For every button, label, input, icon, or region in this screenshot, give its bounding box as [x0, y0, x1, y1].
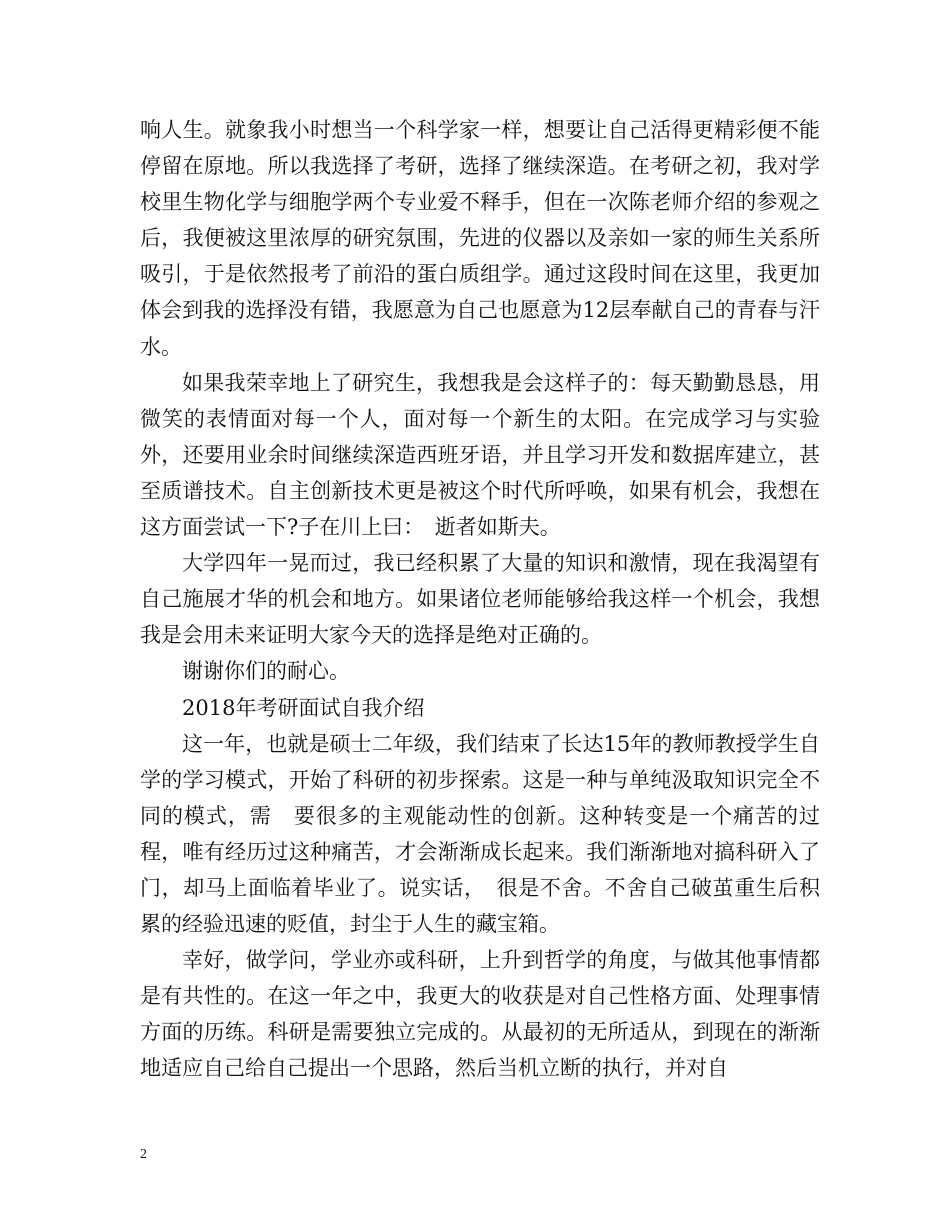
page-number: 2: [140, 1147, 147, 1162]
paragraph-6: 这一年，也就是硕士二年级，我们结束了长达15年的教师教授学生自学的学习模式，开始了科研的初步探索。这是一种与单纯汲取知识完全不同的模式，需 要很多的主观能动性的创新。这种转变是一个痛苦的过程，唯有经历过这种痛苦，才会渐渐成长起来。我们渐渐地对搞科研入了门，却马上面临着毕业了。说实话， 很是不舍。不舍自己破茧重生后积累的经验迅速的贬值，封尘于人生的藏宝箱。: [140, 731, 820, 937]
paragraph-7: 幸好，做学问，学业亦或科研，上升到哲学的角度，与做其他事情都是有共性的。在这一年之中，我更大的收获是对自己性格方面、处理事情方面的历练。科研是需要独立完成的。从最初的无所适从，到现在的渐渐地适应自己给自己提出一个思路，然后当机立断的执行，并对自: [140, 948, 820, 1081]
paragraph-4: 谢谢你们的耐心。: [182, 659, 350, 684]
paragraph-3: 大学四年一晃而过，我已经积累了大量的知识和激情，现在我渴望有自己施展才华的机会和地方。如果诸位老师能够给我这样一个机会，我想我是会用未来证明大家今天的选择是绝对正确的。: [140, 551, 820, 648]
section-heading: 2018年考研面试自我介绍: [182, 695, 425, 720]
paragraph-1: 响人生。就象我小时想当一个科学家一样，想要让自己活得更精彩便不能停留在原地。所以我选择了考研，选择了继续深造。在考研之初，我对学校里生物化学与细胞学两个专业爱不释手，但在一次陈老师介绍的参观之后，我便被这里浓厚的研究氛围，先进的仪器以及亲如一家的师生关系所吸引，于是依然报考了前沿的蛋白质组学。通过这段时间在这里，我更加体会到我的选择没有错，我愿意为自己也愿意为12层奉献自己的青春与汗水。: [140, 118, 820, 359]
paragraph-2: 如果我荣幸地上了研究生，我想我是会这样子的：每天勤勤恳恳，用微笑的表情面对每一个人，面对每一个新生的太阳。在完成学习与实验外，还要用业余时间继续深造西班牙语，并且学习开发和数据库建立，甚至质谱技术。自主创新技术更是被这个时代所呼唤，如果有机会，我想在这方面尝试一下?子在川上曰： 逝者如斯夫。: [140, 370, 820, 540]
document-body: [140, 112, 820, 1087]
